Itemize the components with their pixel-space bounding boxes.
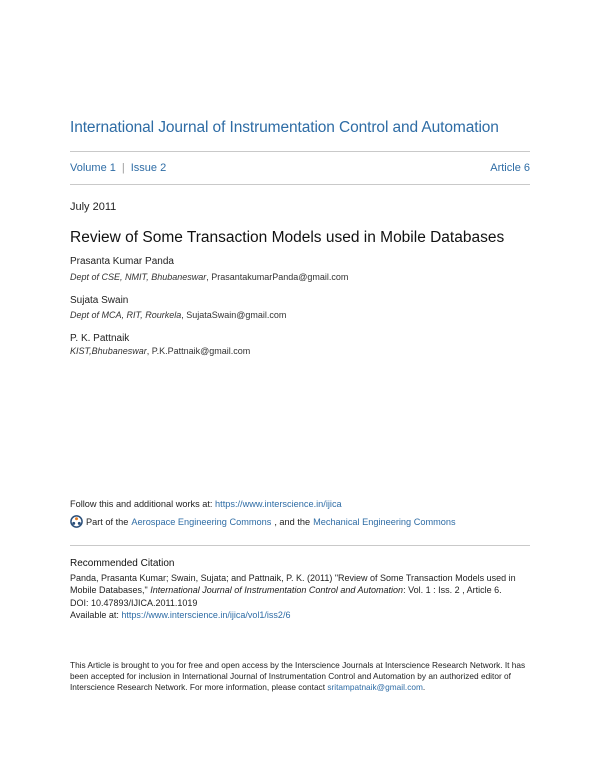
citation-journal: International Journal of Instrumentation Control and Automation bbox=[150, 585, 404, 596]
meta-separator: | bbox=[121, 162, 125, 174]
aerospace-commons-link[interactable]: Aerospace Engineering Commons bbox=[131, 516, 272, 527]
volume-link[interactable]: Volume 1 bbox=[70, 162, 116, 174]
author-affiliation bbox=[70, 346, 250, 356]
article-link[interactable]: Article 6 bbox=[490, 162, 530, 174]
follow-url-link[interactable]: https://www.interscience.in/ijica bbox=[215, 499, 342, 509]
affiliation-dept: Dept of CSE, NMIT, Bhubaneswar bbox=[70, 272, 207, 282]
part-of-line bbox=[70, 515, 456, 528]
article-title: Review of Some Transaction Models used in Mobile Databases bbox=[70, 229, 505, 246]
citation-volume: : Vol. 1 : Iss. 2 , Article 6. bbox=[403, 585, 502, 596]
affiliation-email: , SujataSwain@gmail.com bbox=[181, 310, 287, 320]
affiliation-dept: KIST,Bhubaneswar bbox=[70, 346, 147, 356]
publication-date: July 2011 bbox=[70, 201, 117, 213]
network-commons-icon bbox=[70, 515, 83, 528]
affiliation-email: , PrasantakumarPanda@gmail.com bbox=[206, 272, 349, 282]
available-prefix: Available at: bbox=[70, 609, 122, 620]
part-of-middle: , and the bbox=[274, 516, 311, 527]
journal-title[interactable]: International Journal of Instrumentation Control and Automation bbox=[70, 119, 499, 136]
citation-doi: DOI: 10.47893/IJICA.2011.1019 bbox=[70, 597, 198, 608]
affiliation-email: , P.K.Pattnaik@gmail.com bbox=[146, 346, 251, 356]
recommended-citation-heading: Recommended Citation bbox=[70, 558, 175, 569]
author-name: Prasanta Kumar Panda bbox=[70, 256, 174, 267]
mechanical-commons-link[interactable]: Mechanical Engineering Commons bbox=[313, 516, 456, 527]
affiliation-dept: Dept of MCA, RIT, Rourkela bbox=[70, 310, 182, 320]
footer-text: This Article is brought to you for free and open access by the Interscience Journals at Interscience Research Network. It has been accepted for inclusion in International Journal of Instrumentation Control and Automation by an authorized editor of Interscience Research Network. For more information, please contact bbox=[70, 660, 526, 692]
author-name: P. K. Pattnaik bbox=[70, 333, 130, 344]
follow-text: Follow this and additional works at: bbox=[70, 499, 216, 509]
access-footer bbox=[70, 660, 535, 693]
contact-email-link[interactable]: sritampatnaik@gmail.com bbox=[327, 682, 423, 692]
issue-link[interactable]: Issue 2 bbox=[130, 162, 167, 174]
top-divider bbox=[70, 151, 530, 152]
meta-divider bbox=[70, 184, 530, 185]
available-url-link[interactable]: https://www.interscience.in/ijica/vol1/iss2/6 bbox=[121, 609, 291, 620]
citation-divider bbox=[70, 545, 530, 546]
footer-end: . bbox=[422, 682, 426, 692]
author-affiliation bbox=[70, 272, 348, 282]
citation-block bbox=[70, 572, 530, 621]
author-name: Sujata Swain bbox=[70, 295, 129, 306]
part-of-prefix: Part of the bbox=[86, 516, 129, 527]
follow-line bbox=[70, 499, 342, 509]
citation-authors-title: Panda, Prasanta Kumar; Swain, Sujata; and Pattnaik, P. K. (2011) "Review of Some Transaction Models used in Mobile Databases," bbox=[70, 573, 516, 596]
author-affiliation bbox=[70, 310, 286, 320]
issue-meta-row bbox=[70, 162, 530, 174]
